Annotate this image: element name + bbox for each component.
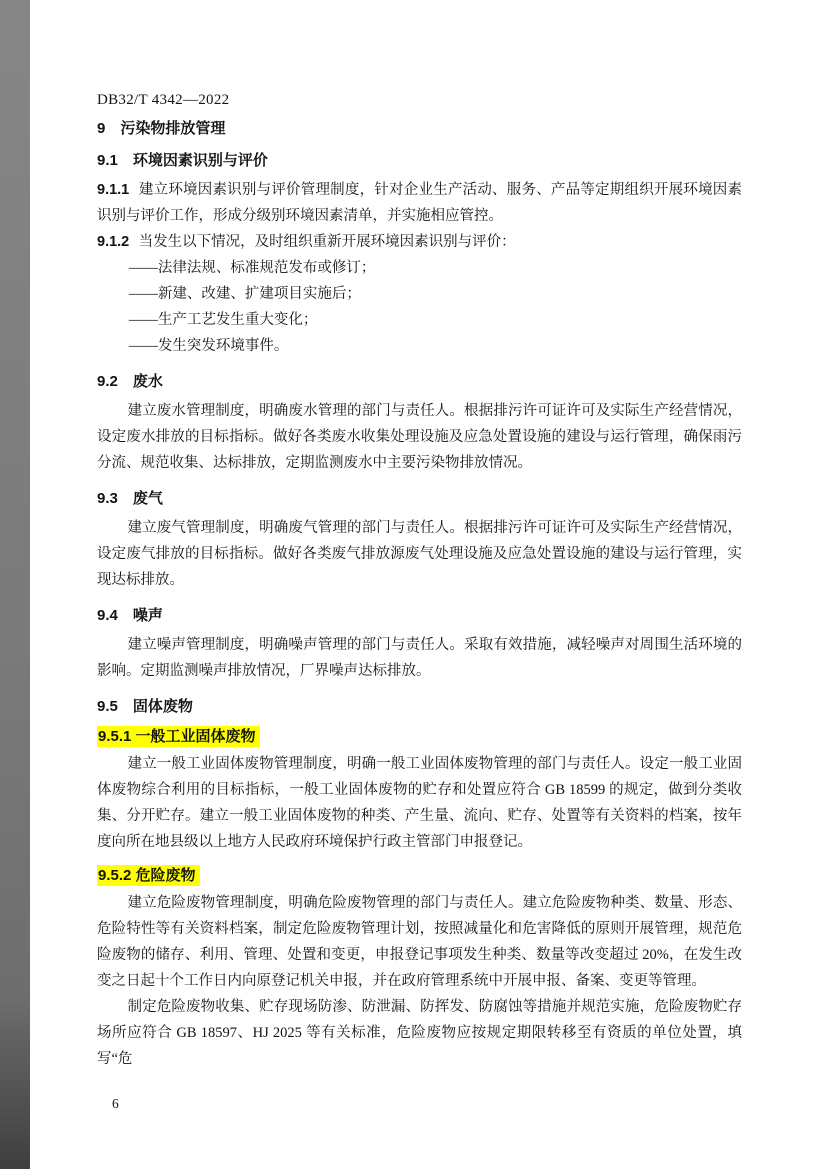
highlighted-subsection-heading	[97, 866, 742, 885]
scan-binding-edge	[0, 0, 30, 1169]
highlighted-subsection-heading	[97, 727, 742, 746]
section-heading: 9.4 噪声	[97, 607, 163, 624]
standard-code: DB32/T 4342—2022	[97, 92, 230, 108]
page-content	[97, 92, 742, 1072]
document-body	[97, 119, 742, 1072]
clause-number: 9.1.2	[97, 234, 130, 250]
paragraph: 建立危险废物管理制度，明确危险废物管理的部门与责任人。建立危险废物种类、数量、形态、危险特性等有关资料档案，制定危险废物管理计划，按照减量化和危害降低的原则开展管理，规范危险废物的储存、利用、管理、处置和变更，申报登记事项发生种类、数量等改变超过 20%，在发生改变之日起十个工作日内向原登记机关申报，并在政府管理系统中开展申报、备案、变更等管理。	[97, 895, 742, 989]
section-heading: 9.3 废气	[97, 490, 163, 507]
clause-text: 建立环境因素识别与评价管理制度，针对企业生产活动、服务、产品等定期组织开展环境因素识别与评价工作，形成分级别环境因素清单，并实施相应管控。	[97, 182, 742, 224]
dash-list-item: ——法律法规、标准规范发布或修订；	[128, 260, 376, 276]
numbered-clause-paragraph	[97, 229, 742, 255]
paragraph: 建立废气管理制度，明确废气管理的部门与责任人。根据排污许可证许可及实际生产经营情况，设定废气排放的目标指标。做好各类废气排放源废气处理设施及应急处置设施的建设与运行管理，实现达标排放。	[97, 520, 742, 588]
section-heading: 9.1 环境因素识别与评价	[97, 152, 268, 169]
page-number: 6	[112, 1096, 119, 1111]
dash-list-item: ——生产工艺发生重大变化；	[128, 312, 318, 328]
section-heading: 9.5 固体废物	[97, 698, 193, 715]
highlight-mark: 9.5.2 危险废物	[97, 865, 200, 886]
dash-list-item: ——新建、改建、扩建项目实施后；	[128, 286, 361, 302]
dash-list-item: ——发生突发环境事件。	[128, 338, 289, 354]
paragraph: 建立一般工业固体废物管理制度，明确一般工业固体废物管理的部门与责任人。设定一般工业固体废物综合利用的目标指标，一般工业固体废物的贮存和处置应符合 GB 18599 的规定，做到分类收集、分开贮存。建立一般工业固体废物的种类、产生量、流向、贮存、处置等有关资料的档案，按年度向所在地县级以上地方人民政府环境保护行政主管部门申报登记。	[97, 756, 742, 850]
paragraph: 建立废水管理制度，明确废水管理的部门与责任人。根据排污许可证许可及实际生产经营情况，设定废水排放的目标指标。做好各类废水收集处理设施及应急处置设施的建设与运行管理，确保雨污分流、规范收集、达标排放，定期监测废水中主要污染物排放情况。	[97, 403, 742, 471]
document-page	[30, 0, 826, 1169]
clause-number: 9.1.1	[97, 182, 130, 198]
paragraph: 建立噪声管理制度，明确噪声管理的部门与责任人。采取有效措施，减轻噪声对周围生活环境的影响。定期监测噪声排放情况，厂界噪声达标排放。	[97, 637, 742, 679]
chapter-heading: 9 污染物排放管理	[97, 120, 226, 137]
paragraph: 制定危险废物收集、贮存现场防渗、防泄漏、防挥发、防腐蚀等措施并规范实施，危险废物贮存场所应符合 GB 18597、HJ 2025 等有关标准，危险废物应按规定期限转移至有资质的单位处置，填写“危	[97, 999, 742, 1067]
clause-text: 当发生以下情况，及时组织重新开展环境因素识别与评价：	[138, 234, 516, 250]
section-heading: 9.2 废水	[97, 373, 163, 390]
numbered-clause-paragraph	[97, 177, 742, 229]
highlight-mark: 9.5.1 一般工业固体废物	[97, 726, 260, 747]
